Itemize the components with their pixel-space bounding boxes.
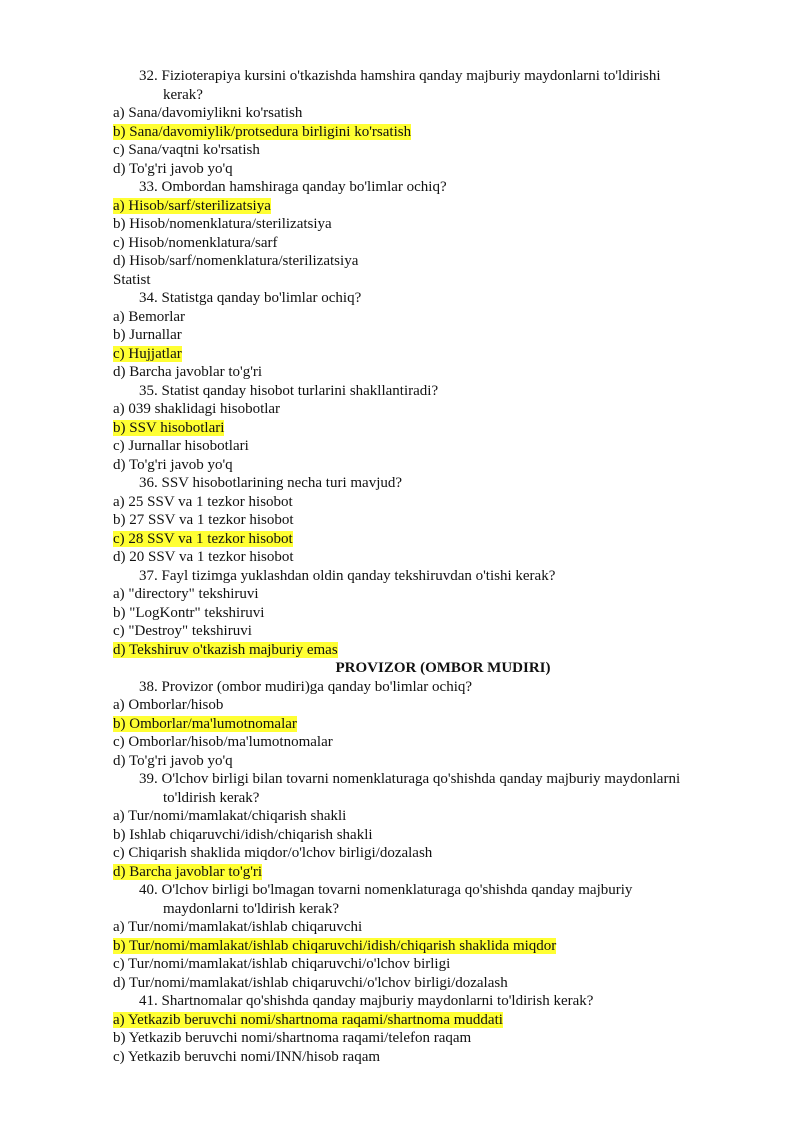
answer-option	[113, 363, 733, 382]
option-text: c) Jurnallar hisobotlari	[113, 438, 249, 454]
option-text: a) Hisob/sarf/sterilizatsiya	[113, 197, 271, 214]
option-text: a) Sana/davomiylikni ko'rsatish	[113, 105, 303, 121]
option-text: c) Omborlar/hisob/ma'lumotnomalar	[113, 734, 333, 750]
answer-option	[113, 252, 733, 271]
question	[113, 382, 733, 401]
answer-option	[113, 604, 733, 623]
question-text: 39. O'lchov birligi bilan tovarni nomenklaturaga qo'shishda qanday majburiy maydonlarni	[139, 771, 681, 787]
option-text: d) Tur/nomi/mamlakat/ishlab chiqaruvchi/o'lchov birligi/dozalash	[113, 974, 508, 991]
option-text: d) 20 SSV va 1 tezkor hisobot	[113, 549, 294, 565]
question-text: 37. Fayl tizimga yuklashdan oldin qanday tekshiruvdan o'tishi kerak?	[139, 567, 556, 584]
answer-option	[113, 548, 733, 567]
option-text: c) "Destroy" tekshiruvi	[113, 623, 252, 639]
answer-option	[113, 844, 733, 863]
question-text: 34. Statistga qanday bo'limlar ochiq?	[139, 290, 362, 306]
question-text-continued: maydonlarni to'ldirish kerak?	[163, 900, 339, 917]
answer-option	[113, 752, 733, 771]
question	[113, 881, 733, 918]
question	[113, 992, 733, 1011]
answer-option-correct	[113, 1011, 733, 1030]
question	[113, 178, 733, 197]
answer-option	[113, 308, 733, 327]
option-text: a) Bemorlar	[113, 308, 186, 325]
option-text: a) Omborlar/hisob	[113, 697, 224, 713]
question	[113, 770, 733, 807]
option-text: d) To'g'ri javob yo'q	[113, 456, 233, 473]
question	[113, 474, 733, 493]
option-text: b) SSV hisobotlari	[113, 419, 225, 436]
option-text: a) Tur/nomi/mamlakat/chiqarish shakli	[113, 808, 347, 824]
question	[113, 678, 733, 697]
option-text: c) Hisob/nomenklatura/sarf	[113, 234, 278, 251]
option-text: c) Yetkazib beruvchi nomi/INN/hisob raqam	[113, 1048, 381, 1065]
option-text: b) Jurnallar	[113, 327, 182, 343]
answer-option	[113, 326, 733, 345]
option-text: d) Barcha javoblar to'g'ri	[113, 364, 263, 380]
question-text-continued: to'ldirish kerak?	[163, 789, 260, 806]
option-text: d) Hisob/sarf/nomenklatura/sterilizatsiya	[113, 253, 359, 269]
question	[113, 289, 733, 308]
option-text: a) 039 shaklidagi hisobotlar	[113, 401, 281, 417]
option-text: d) To'g'ri javob yo'q	[113, 752, 233, 769]
option-text: b) Sana/davomiylik/protsedura birligini ko'rsatish	[113, 123, 412, 140]
option-text: c) Tur/nomi/mamlakat/ishlab chiqaruvchi/o'lchov birligi	[113, 956, 451, 972]
option-text: a) Yetkazib beruvchi nomi/shartnoma raqami/shartnoma muddati	[113, 1011, 503, 1028]
answer-option	[113, 160, 733, 179]
answer-option	[113, 733, 733, 752]
answer-option	[113, 826, 733, 845]
answer-option	[113, 104, 733, 123]
section-label: Statist	[113, 271, 151, 288]
option-text: b) 27 SSV va 1 tezkor hisobot	[113, 512, 294, 528]
answer-option	[113, 918, 733, 937]
answer-option	[113, 955, 733, 974]
answer-option	[113, 585, 733, 604]
answer-option	[113, 807, 733, 826]
answer-option	[113, 974, 733, 993]
option-text: c) 28 SSV va 1 tezkor hisobot	[113, 530, 293, 547]
option-text: a) Tur/nomi/mamlakat/ishlab chiqaruvchi	[113, 919, 363, 935]
question-text: 36. SSV hisobotlarining necha turi mavjud?	[139, 475, 403, 491]
answer-option	[113, 696, 733, 715]
option-text: a) 25 SSV va 1 tezkor hisobot	[113, 493, 293, 510]
answer-option-correct	[113, 937, 733, 956]
answer-option	[113, 400, 733, 419]
answer-option	[113, 234, 733, 253]
answer-option-correct	[113, 345, 733, 364]
question-text-continued: kerak?	[163, 86, 203, 103]
answer-option-correct	[113, 419, 733, 438]
answer-option	[113, 1048, 733, 1067]
answer-option	[113, 622, 733, 641]
question-text: 40. O'lchov birligi bo'lmagan tovarni nomenklaturaga qo'shishda qanday majburiy	[139, 882, 633, 898]
question-text: 41. Shartnomalar qo'shishda qanday majburiy maydonlarni to'ldirish kerak?	[139, 993, 594, 1009]
option-text: d) Tekshiruv o'tkazish majburiy emas	[113, 641, 338, 658]
answer-option	[113, 215, 733, 234]
option-text: b) Tur/nomi/mamlakat/ishlab chiqaruvchi/idish/chiqarish shaklida miqdor	[113, 937, 557, 954]
answer-option-correct	[113, 530, 733, 549]
option-text: c) Sana/vaqtni ko'rsatish	[113, 142, 260, 158]
question	[113, 67, 733, 104]
answer-option	[113, 456, 733, 475]
answer-option-correct	[113, 123, 733, 142]
answer-option	[113, 141, 733, 160]
option-text: b) Hisob/nomenklatura/sterilizatsiya	[113, 216, 332, 232]
answer-option	[113, 493, 733, 512]
option-text: b) "LogKontr" tekshiruvi	[113, 604, 265, 621]
answer-option	[113, 437, 733, 456]
answer-option	[113, 1029, 733, 1048]
option-text: a) "directory" tekshiruvi	[113, 586, 259, 602]
section-heading: PROVIZOR (OMBOR MUDIRI)	[335, 660, 551, 676]
option-text: d) Barcha javoblar to'g'ri	[113, 863, 263, 880]
question-text: 38. Provizor (ombor mudiri)ga qanday bo'limlar ochiq?	[139, 678, 473, 695]
question-text: 35. Statist qanday hisobot turlarini shakllantiradi?	[139, 382, 439, 399]
question-text: 33. Ombordan hamshiraga qanday bo'limlar ochiq?	[139, 179, 447, 195]
question	[113, 567, 733, 586]
answer-option-correct	[113, 641, 733, 660]
option-text: c) Chiqarish shaklida miqdor/o'lchov birligi/dozalash	[113, 845, 433, 861]
answer-option-correct	[113, 715, 733, 734]
option-text: b) Yetkazib beruvchi nomi/shartnoma raqami/telefon raqam	[113, 1030, 472, 1046]
option-text: b) Omborlar/ma'lumotnomalar	[113, 715, 297, 732]
question-text: 32. Fizioterapiya kursini o'tkazishda hamshira qanday majburiy maydonlarni to'ldirishi	[139, 68, 661, 84]
answer-option-correct	[113, 863, 733, 882]
option-text: c) Hujjatlar	[113, 345, 182, 362]
document-page	[113, 67, 733, 1066]
option-text: b) Ishlab chiqaruvchi/idish/chiqarish shakli	[113, 826, 373, 843]
answer-option-correct	[113, 197, 733, 216]
answer-option	[113, 511, 733, 530]
option-text: d) To'g'ri javob yo'q	[113, 160, 233, 177]
